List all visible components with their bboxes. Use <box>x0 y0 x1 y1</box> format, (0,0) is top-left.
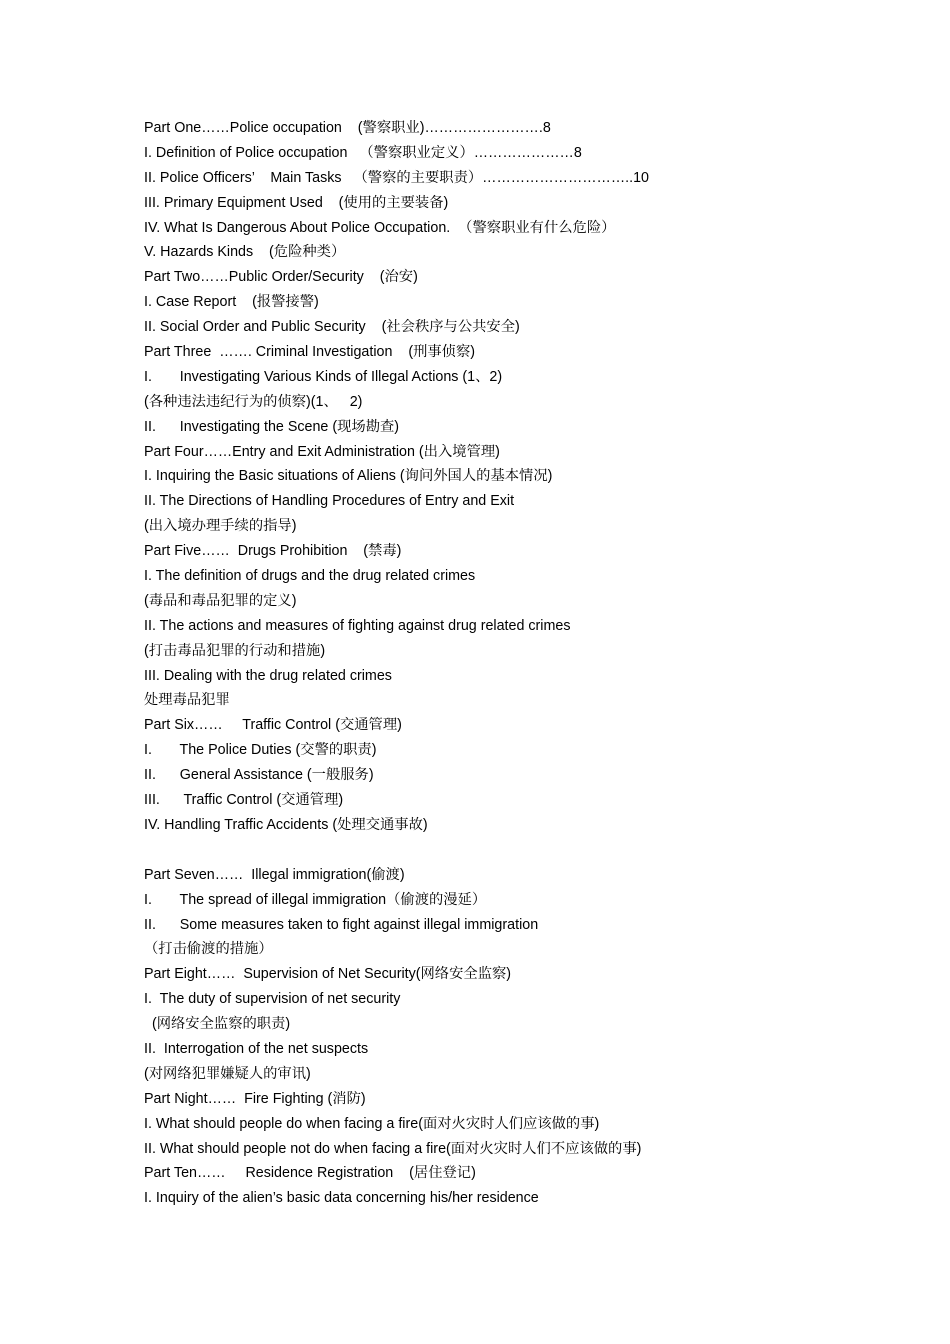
toc-line: II. Some measures taken to fight against illegal immigration <box>144 916 539 933</box>
toc-line: II. Social Order and Public Security (社会秩序与公共安全) <box>144 319 520 336</box>
toc-line: IV. What Is Dangerous About Police Occupation. （警察职业有什么危险） <box>144 219 616 236</box>
toc-line: Part Eight…… Supervision of Net Security(网络安全监察) <box>144 966 512 983</box>
toc-line: I. The duty of supervision of net security <box>144 991 401 1008</box>
toc-line: I. What should people do when facing a fire(面对火灾时人们应该做的事) <box>144 1115 600 1132</box>
toc-line: II. What should people not do when facing a fire(面对火灾时人们不应该做的事) <box>144 1140 642 1157</box>
toc-line: (各种违法违纪行为的侦察)(1、 2) <box>144 393 363 410</box>
toc-line: I. Case Report (报警接警) <box>144 294 319 311</box>
blank-line <box>144 838 904 863</box>
toc-line: (打击毒品犯罪的行动和措施) <box>144 642 326 659</box>
toc-line: Part Five…… Drugs Prohibition (禁毒) <box>144 543 402 560</box>
toc-line: II. Interrogation of the net suspects <box>144 1040 369 1057</box>
toc-line: III. Traffic Control (交通管理) <box>144 792 344 809</box>
toc-line: Part Ten…… Residence Registration (居住登记) <box>144 1165 476 1182</box>
toc-line: II. The Directions of Handling Procedures of Entry and Exit <box>144 493 515 510</box>
toc-line: I. The spread of illegal immigration（偷渡的漫延） <box>144 891 487 908</box>
toc-line: (出入境办理手续的指导) <box>144 518 297 535</box>
toc-line: Part Two……Public Order/Security (治安) <box>144 269 418 286</box>
toc-line: Part Six…… Traffic Control (交通管理) <box>144 717 402 734</box>
toc-line: Part One……Police occupation (警察职业)…………………….8 <box>144 120 551 136</box>
toc-line: II. The actions and measures of fighting against drug related crimes <box>144 617 571 634</box>
toc-line: (对网络犯罪嫌疑人的审讯) <box>144 1065 311 1082</box>
toc-line: I. Investigating Various Kinds of Illegal Actions (1、2) <box>144 368 503 385</box>
toc-line: I. The Police Duties (交警的职责) <box>144 742 377 759</box>
toc-line: Part Three ……. Criminal Investigation (刑事侦察) <box>144 344 476 361</box>
toc-line: V. Hazards Kinds (危险种类） <box>144 244 346 261</box>
toc-line: Part Seven…… Illegal immigration(偷渡) <box>144 866 405 883</box>
toc-line: II. Investigating the Scene (现场勘查) <box>144 418 400 435</box>
toc-line: I. Inquiry of the alien’s basic data concerning his/her residence <box>144 1190 539 1207</box>
toc-line: (毒品和毒品犯罪的定义) <box>144 592 297 609</box>
toc-line: III. Primary Equipment Used (使用的主要装备) <box>144 194 449 211</box>
toc-line: II. Police Officers’ Main Tasks （警察的主要职责）…………………………..10 <box>144 169 649 186</box>
table-of-contents <box>144 116 904 1211</box>
toc-line: I. Inquiring the Basic situations of Aliens (询问外国人的基本情况) <box>144 468 553 485</box>
toc-line: IV. Handling Traffic Accidents (处理交通事故) <box>144 816 428 833</box>
toc-line: III. Dealing with the drug related crimes <box>144 667 392 684</box>
toc-line: (网络安全监察的职责) <box>144 1016 291 1033</box>
toc-line: Part Night…… Fire Fighting (消防) <box>144 1090 366 1107</box>
toc-line: II. General Assistance (一般服务) <box>144 767 374 784</box>
toc-line: Part Four……Entry and Exit Administration (出入境管理) <box>144 443 500 460</box>
toc-line: （打击偷渡的措施） <box>144 941 273 958</box>
toc-line: 处理毒品犯罪 <box>144 692 230 709</box>
toc-line: I. Definition of Police occupation （警察职业定义）…………………8 <box>144 144 582 161</box>
toc-line: I. The definition of drugs and the drug related crimes <box>144 568 476 585</box>
